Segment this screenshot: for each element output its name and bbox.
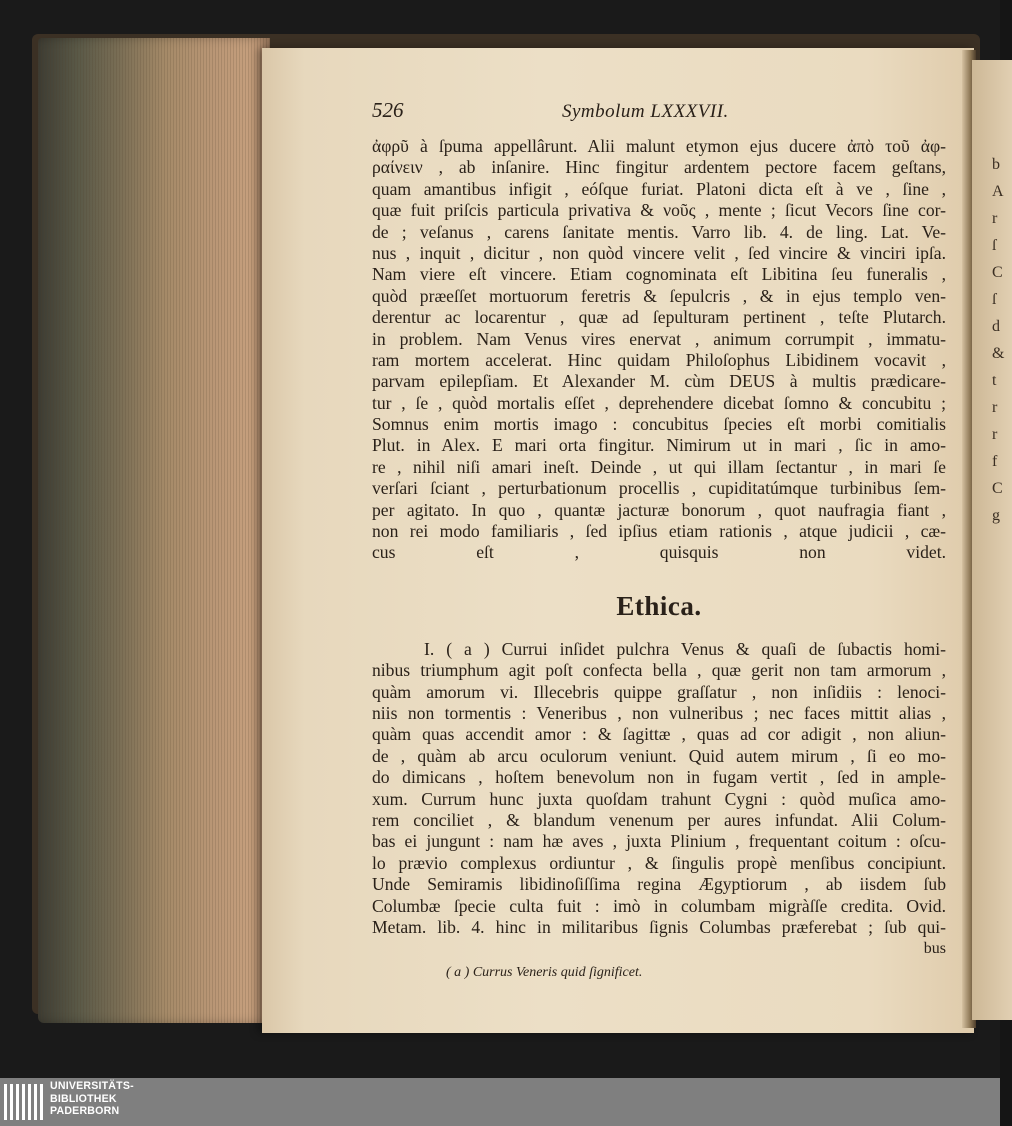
text-line: ραίνειν , ab inſanire. Hinc fingitur ardentem pectore facem geſtans, bbox=[372, 157, 946, 178]
text-line: per agitato. In quo , quantæ jacturæ bonorum , quot naufragia fiant , bbox=[372, 499, 946, 520]
section-heading: Ethica. bbox=[616, 590, 702, 621]
facing-page-fragment: C bbox=[992, 264, 1003, 281]
library-name-line3: PADERBORN bbox=[50, 1105, 120, 1118]
facing-page-fragment: r bbox=[992, 426, 998, 443]
text-line: lo prævio complexus ordiuntur , & ſingulis propè menſibus concipiunt. bbox=[372, 852, 946, 873]
text-line: niis non tormentis : Veneribus , non vulneribus ; nec faces mittit alias , bbox=[372, 702, 946, 723]
facing-page-fragment: r bbox=[992, 210, 998, 227]
facing-page-fragment: ſ bbox=[992, 291, 997, 308]
text-line: verſari ſciant , perturbationum procellis , cupiditatúmque turbinibus ſem- bbox=[372, 478, 946, 499]
facing-page-fragment: & bbox=[992, 345, 1005, 362]
text-line: parvam epilepſiam. Et Alexander M. cùm DEUS à multis prædicare- bbox=[372, 371, 946, 392]
text-line: quàm amorum vi. Illecebris quippe graſſatur , non inſidiis : lenoci- bbox=[372, 681, 946, 702]
book-fore-edge bbox=[38, 38, 270, 1023]
facing-page-fragment: C bbox=[992, 480, 1003, 497]
text-line: re , nihil niſi amari ineſt. Deinde , ut qui illam ſectantur , in mari ſe bbox=[372, 456, 946, 477]
text-line: I. ( a ) Currui inſidet pulchra Venus & quaſi de ſubactis homi- bbox=[424, 638, 946, 659]
text-line: Unde Semiramis libidinoſiſſima regina Ægyptiorum , ab iisdem ſub bbox=[372, 874, 946, 895]
page-header bbox=[372, 100, 946, 136]
running-title: Symbolum LXXXVII. bbox=[562, 101, 729, 122]
text-line: ram mortem accelerat. Hinc quidam Philoſophus Libidinem vocavit , bbox=[372, 349, 946, 370]
text-line: in problem. Nam Venus vires enervat , animum corrumpit , immatu- bbox=[372, 328, 946, 349]
text-line: nibus triumphum agit poſt confecta bella , quæ gerit non tam armorum , bbox=[372, 660, 946, 681]
text-line: do dimicans , hoſtem benevolum non in fugam vertit , ſed in ample- bbox=[372, 767, 946, 788]
library-logo-icon bbox=[2, 1081, 46, 1123]
facing-page-fragment: ſ bbox=[992, 237, 997, 254]
facing-page-fragment: A bbox=[992, 183, 1004, 200]
page-number: 526 bbox=[372, 98, 404, 122]
text-line: rem conciliet , & blandum venenum per aures infundat. Alii Colum- bbox=[372, 809, 946, 830]
text-line: derentur ac locarentur , quæ ad ſepulturam pertinent , teſte Plutarch. bbox=[372, 307, 946, 328]
text-line: de ; veſanus , carens ſanitate mentis. Varro lib. 4. de ling. Lat. Ve- bbox=[372, 221, 946, 242]
facing-page-fragment: r bbox=[992, 399, 998, 416]
paragraph-mythology bbox=[372, 136, 946, 564]
facing-page-fragment: f bbox=[992, 453, 998, 470]
text-line: bas ei jungunt : nam hæ aves , juxta Plinium , frequentant coitum : oſcu- bbox=[372, 831, 946, 852]
text-line: Columbæ ſpecie culta fuit : imò in columbam migràſſe credita. Ovid. bbox=[372, 895, 946, 916]
text-line: Nam viere eſt vincere. Etiam cognominata eſt Libitina ſeu funeralis , bbox=[372, 264, 946, 285]
text-line: Somnus enim mortis imago : concubitus ſpecies eſt morbi comitialis bbox=[372, 414, 946, 435]
library-name-line1: UNIVERSITÄTS- bbox=[50, 1080, 134, 1092]
text-line: cus eſt , quisquis non videt. bbox=[372, 542, 946, 563]
text-line: Metam. lib. 4. hinc in militaribus ſignis Columbas præferebat ; ſub qui- bbox=[372, 916, 946, 937]
footnote: ( a ) Currus Veneris quid ſignificet. bbox=[446, 965, 643, 981]
text-line: ἀφρῦ à ſpuma appellârunt. Alii malunt etymon ejus ducere ἀπὸ τοῦ ἀφ- bbox=[372, 136, 946, 156]
text-line: non rei modo familiaris , ſed ipſius etiam rationis , atque judicii , cæ- bbox=[372, 521, 946, 542]
text-line: quàm quas accendit amor : & ſagittæ , quas ad cor adigit , non aliun- bbox=[372, 724, 946, 745]
text-line: xum. Currum hunc juxta quoſdam trahunt Cygni : quòd muſica amo- bbox=[372, 788, 946, 809]
paragraph-ethica bbox=[372, 639, 946, 938]
library-name bbox=[50, 1080, 134, 1118]
facing-page-fragment: t bbox=[992, 372, 997, 389]
facing-page-fragment: g bbox=[992, 507, 1000, 524]
page-text bbox=[372, 100, 946, 984]
facing-page-edge bbox=[972, 60, 1012, 1020]
text-line: quam amantibus infigit , eóſque furiat. Platoni dicta eſt à ve , ſine , bbox=[372, 178, 946, 199]
library-banner bbox=[0, 1078, 1000, 1126]
text-line: Plut. in Alex. E mari orta fingitur. Nimirum ut in mari , ſic in amo- bbox=[372, 435, 946, 456]
library-name-line2: BIBLIOTHEK bbox=[50, 1092, 117, 1105]
text-line: quòd præeſſet mortuorum feretris & ſepulcris , & in ejus templo ven- bbox=[372, 285, 946, 306]
catchword: bus bbox=[923, 940, 946, 958]
text-line: quæ fuit priſcis particula privativa & νοῦς , mente ; ſicut Vecors ſine cor- bbox=[372, 200, 946, 221]
facing-page-fragment: d bbox=[992, 318, 1000, 335]
text-line: nus , inquit , dicitur , non quòd vincere velit , ſed vincire & vinciri ipſa. bbox=[372, 242, 946, 263]
text-line: de , quàm ab arcu oculorum veniunt. Quid autem mirum , ſi eo mo- bbox=[372, 745, 946, 766]
text-line: tur , ſe , quòd mortalis eſſet , deprehendere dicebat ſomno & concubitu ; bbox=[372, 392, 946, 413]
facing-page-fragment: b bbox=[992, 156, 1000, 173]
